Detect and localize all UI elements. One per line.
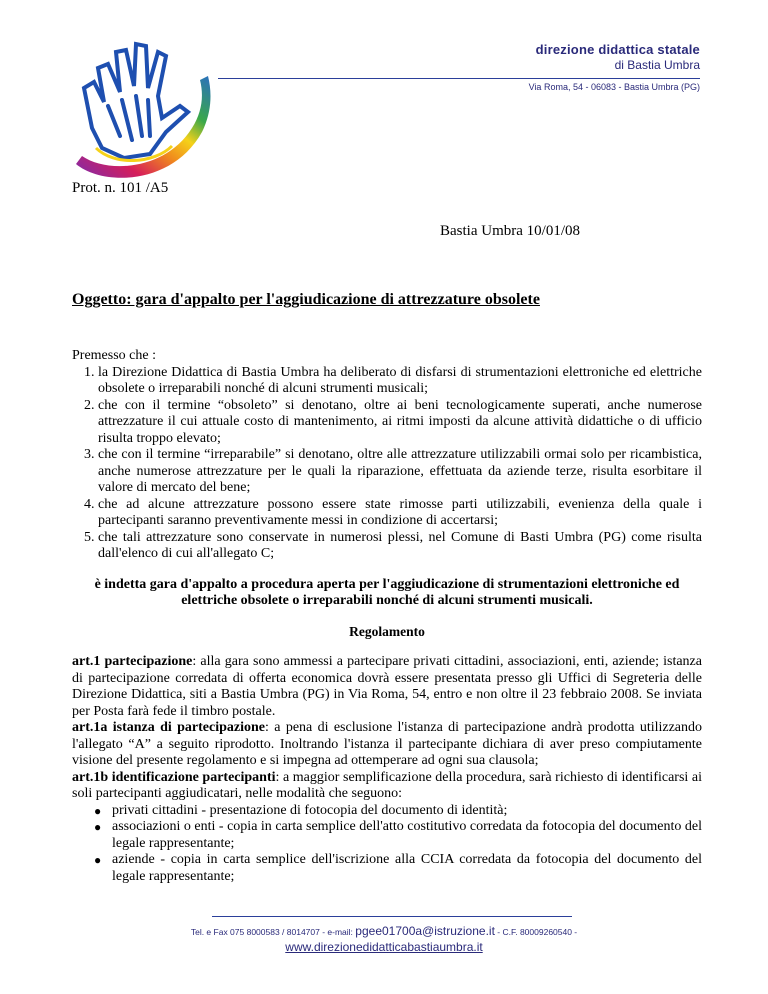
article-1	[72, 654, 702, 720]
header-divider	[218, 78, 700, 79]
footer-website-link[interactable]: www.direzionedidatticabastiaumbra.it	[285, 940, 483, 954]
article-1a	[72, 720, 702, 770]
protocol-number: Prot. n. 101 /A5	[72, 180, 169, 196]
identification-list	[72, 803, 702, 886]
regolamento-title: Regolamento	[349, 623, 425, 639]
list-item: ● aziende - copia in carta semplice dell'iscrizione alla CCIA corredata da fotocopia del documento del legale rappresentante;	[98, 852, 702, 885]
institution-address: Via Roma, 54 - 06083 - Bastia Umbra (PG)	[528, 82, 700, 92]
document-body	[72, 348, 702, 885]
footer-tax-code: - C.F. 80009260540 -	[494, 927, 578, 937]
institution-name: direzione didattica statale	[535, 42, 700, 57]
document-subject: Oggetto: gara d'appalto per l'aggiudicazione di attrezzature obsolete	[72, 291, 540, 308]
footer-phone: Tel. e Fax 075 8000583 / 8014707 - e-mail:	[190, 927, 356, 937]
list-item: ● associazioni o enti - copia in carta semplice dell'atto costitutivo corredata da fotocopia del documento del legale rappresentante;	[98, 819, 702, 852]
premise-item: 4. che ad alcune attrezzature possono essere state rimosse parti utilizzabili, evenienza della quale i partecipanti saranno preventivamente messi in condizione di accertarsi;	[98, 497, 702, 530]
premise-item: 5. che tali attrezzature sono conservate in numerosi plessi, nel Comune di Basti Umbra (PG) come risulta dall'elenco di cui all'allegato C;	[98, 530, 702, 563]
article-text: : a maggior semplificazione della procedura, sarà richiesto di identificarsi ai soli partecipanti aggiudicatari, nelle modalità che seguono:	[72, 769, 702, 801]
document-date: Bastia Umbra 10/01/08	[440, 223, 580, 239]
school-logo	[62, 36, 222, 186]
footer-email-link[interactable]: pgee01700a@istruzione.it	[355, 924, 495, 938]
institution-city: di Bastia Umbra	[614, 58, 700, 72]
article-text: : alla gara sono ammessi a partecipare privati cittadini, associazioni, enti, aziende; istanza di partecipazione corredata di offerta economica dovrà essere presentata presso gli Uffici di Segreteria delle Direzione Didattica, siti a Bastia Umbra (PG) in Via Roma, 54, entro e non oltre il 23 febbraio 2008. Se inviata per Posta farà fede il timbro postale.	[72, 654, 702, 719]
footer-contacts	[0, 924, 768, 938]
premise-intro: Premesso che :	[72, 348, 156, 363]
article-text: : a pena di esclusione l'istanza di partecipazione andrà prodotta utilizzando l'allegato “A” a seguito riprodotto. Inoltrando l'istanza il partecipante dichiara di aver preso compiutamente visione del presente regolamento e si impegna ad ottemperare ad ogni sua clausola;	[72, 720, 703, 768]
article-1b	[72, 770, 702, 803]
article-heading: art.1b identificazione partecipanti	[72, 769, 276, 785]
article-heading: art.1 partecipazione	[72, 654, 193, 669]
article-heading: art.1a istanza di partecipazione	[72, 720, 265, 735]
premise-item: 1. la Direzione Didattica di Bastia Umbra ha deliberato di disfarsi di strumentazioni elettroniche ed elettriche obsolete o irreparabili nonché di alcuni strumenti musicali;	[98, 365, 702, 398]
announcement: è indetta gara d'appalto a procedura aperta per l'aggiudicazione di strumentazioni elettroniche ed elettriche obsolete o irreparabili nonché di alcuni strumenti musicali.	[94, 576, 680, 608]
premise-list	[72, 365, 702, 563]
footer-divider	[212, 916, 572, 917]
list-item: ● privati cittadini - presentazione di fotocopia del documento di identità;	[98, 803, 702, 820]
premise-item: 2. che con il termine “obsoleto” si denotano, oltre ai beni tecnologicamente superati, anche numerose attrezzature il cui attuale costo di mantenimento, ai ritmi imposti da alcune attività didattiche o di ufficio risulta troppo elevato;	[98, 398, 702, 448]
premise-item: 3. che con il termine “irreparabile” si denotano, oltre alle attrezzature utilizzabili ormai solo per ricambistica, anche numerose attrezzature per le quali la riparazione, effettuata da aziende terze, risulta esorbitare il valore di mercato del bene;	[98, 447, 702, 497]
